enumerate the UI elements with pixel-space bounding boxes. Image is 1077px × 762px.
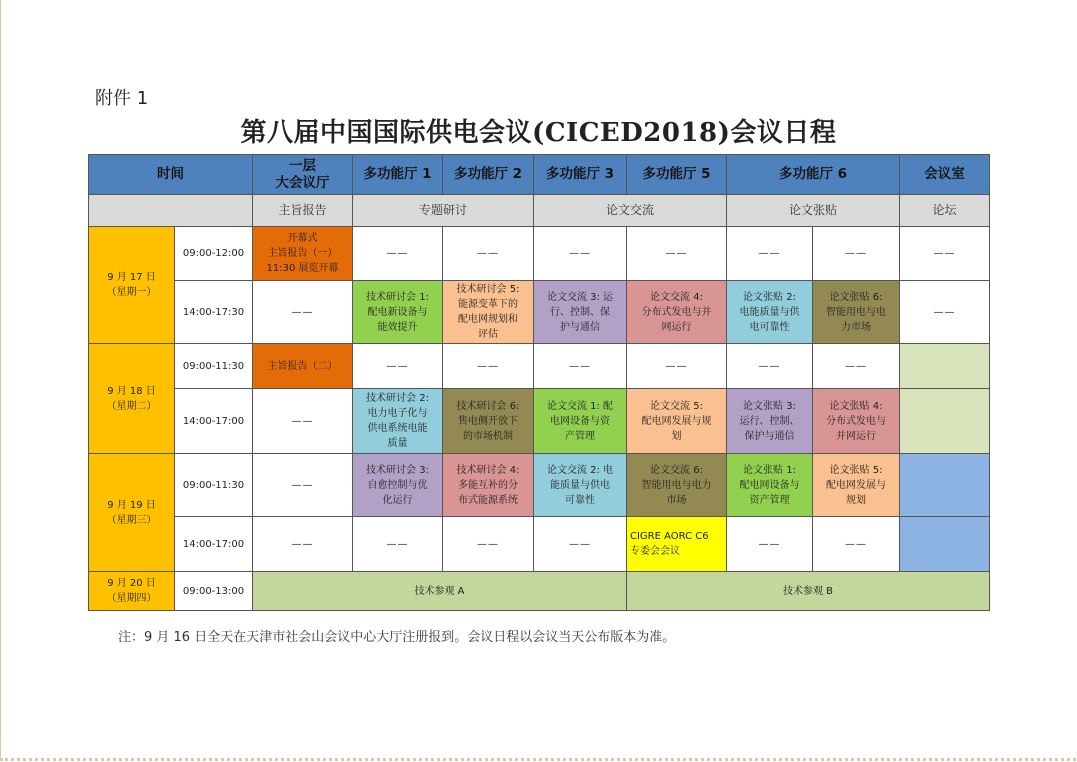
category-poster: 论文张贴	[727, 195, 900, 227]
forum-slot	[900, 344, 990, 389]
empty-slot: ——	[727, 227, 813, 281]
header-mf2: 多功能厅 2	[443, 155, 534, 195]
session-keynote-2: 主旨报告（二）	[253, 344, 353, 389]
session-cell: 论文交流 2: 电 能质量与供电 可靠性	[534, 454, 627, 517]
empty-slot: ——	[353, 227, 443, 281]
attachment-label: 附件 1	[95, 88, 149, 109]
empty-slot: ——	[627, 227, 727, 281]
footnote: 注：9 月 16 日全天在天津市社会山会议中心大厅注册报到。会议日程以会议当天公布版本为准。	[118, 630, 676, 645]
empty-slot: ——	[443, 517, 534, 572]
time-cell: 09:00-11:30	[175, 454, 253, 517]
row-d19-am	[89, 454, 990, 517]
empty-slot: ——	[253, 454, 353, 517]
empty-slot: ——	[813, 227, 900, 281]
row-d17-am	[89, 227, 990, 281]
session-opening: 开幕式 主旨报告（一） 11:30 展览开幕	[253, 227, 353, 281]
session-cell: 论文交流 1: 配 电网设备与资 产管理	[534, 389, 627, 454]
header-row-halls	[89, 155, 990, 195]
session-cell: 论文交流 4: 分布式发电与并 网运行	[627, 281, 727, 344]
empty-slot: ——	[443, 344, 534, 389]
schedule-table	[88, 154, 990, 611]
header-mf3: 多功能厅 3	[534, 155, 627, 195]
empty-slot: ——	[900, 227, 990, 281]
time-cell: 09:00-13:00	[175, 572, 253, 611]
header-mf6: 多功能厅 6	[727, 155, 900, 195]
row-d20	[89, 572, 990, 611]
day-sep-19: 9 月 19 日 （星期三）	[89, 454, 175, 572]
header-mf1: 多功能厅 1	[353, 155, 443, 195]
empty-slot: ——	[813, 517, 900, 572]
session-cell: 技术研讨会 3: 自愈控制与优 化运行	[353, 454, 443, 517]
header-main-hall: 一层 大会议厅	[253, 155, 353, 195]
empty-slot: ——	[353, 517, 443, 572]
day-sep-18: 9 月 18 日 （星期二）	[89, 344, 175, 454]
header-meeting-room: 会议室	[900, 155, 990, 195]
empty-slot: ——	[900, 281, 990, 344]
session-cell: 论文交流 5: 配电网发展与规 划	[627, 389, 727, 454]
session-cell: 技术研讨会 1: 配电新设备与 能效提升	[353, 281, 443, 344]
forum-slot	[900, 389, 990, 454]
time-cell: 14:00-17:30	[175, 281, 253, 344]
empty-slot: ——	[253, 281, 353, 344]
day-sep-20: 9 月 20 日 （星期四）	[89, 572, 175, 611]
time-cell: 09:00-12:00	[175, 227, 253, 281]
row-d18-pm	[89, 389, 990, 454]
session-cell: 技术研讨会 6: 售电侧开放下 的市场机制	[443, 389, 534, 454]
session-cell: 论文张贴 1: 配电网设备与 资产管理	[727, 454, 813, 517]
session-cell: 论文交流 3: 运 行、控制、保 护与通信	[534, 281, 627, 344]
session-cell: 技术研讨会 2: 电力电子化与 供电系统电能 质量	[353, 389, 443, 454]
category-forum: 论坛	[900, 195, 990, 227]
empty-slot: ——	[534, 517, 627, 572]
time-cell: 14:00-17:00	[175, 389, 253, 454]
day-sep-17: 9 月 17 日 （星期一）	[89, 227, 175, 344]
row-d17-pm	[89, 281, 990, 344]
category-keynote: 主旨报告	[253, 195, 353, 227]
empty-slot: ——	[727, 517, 813, 572]
empty-slot: ——	[253, 389, 353, 454]
session-cell: 论文张贴 4: 分布式发电与 并网运行	[813, 389, 900, 454]
session-cell: 论文张贴 5: 配电网发展与 规划	[813, 454, 900, 517]
empty-slot: ——	[534, 227, 627, 281]
session-cell: 论文张贴 6: 智能用电与电 力市场	[813, 281, 900, 344]
time-cell: 09:00-11:30	[175, 344, 253, 389]
session-cigre: CIGRE AORC C6 专委会会议	[627, 517, 727, 572]
meeting-room-slot	[900, 517, 990, 572]
empty-slot: ——	[443, 227, 534, 281]
header-mf5: 多功能厅 5	[627, 155, 727, 195]
header-blank	[89, 195, 253, 227]
empty-slot: ——	[253, 517, 353, 572]
empty-slot: ——	[813, 344, 900, 389]
session-cell: 论文张贴 3: 运行、控制、 保护与通信	[727, 389, 813, 454]
header-time: 时间	[89, 155, 253, 195]
session-cell: 论文张贴 2: 电能质量与供 电可靠性	[727, 281, 813, 344]
time-cell: 14:00-17:00	[175, 517, 253, 572]
header-row-categories	[89, 195, 990, 227]
row-d19-pm	[89, 517, 990, 572]
meeting-room-slot	[900, 454, 990, 517]
tour-b: 技术参观 B	[627, 572, 990, 611]
empty-slot: ——	[727, 344, 813, 389]
session-cell: 技术研讨会 4: 多能互补的分 布式能源系统	[443, 454, 534, 517]
document-title: 第八届中国国际供电会议(CICED2018)会议日程	[240, 118, 837, 148]
tour-a: 技术参观 A	[253, 572, 627, 611]
category-symposium: 专题研讨	[353, 195, 534, 227]
empty-slot: ——	[627, 344, 727, 389]
empty-slot: ——	[353, 344, 443, 389]
empty-slot: ——	[534, 344, 627, 389]
session-cell: 技术研讨会 5: 能源变革下的 配电网规划和 评估	[443, 281, 534, 344]
session-cell: 论文交流 6: 智能用电与电力 市场	[627, 454, 727, 517]
row-d18-am	[89, 344, 990, 389]
category-paper-exchange: 论文交流	[534, 195, 727, 227]
